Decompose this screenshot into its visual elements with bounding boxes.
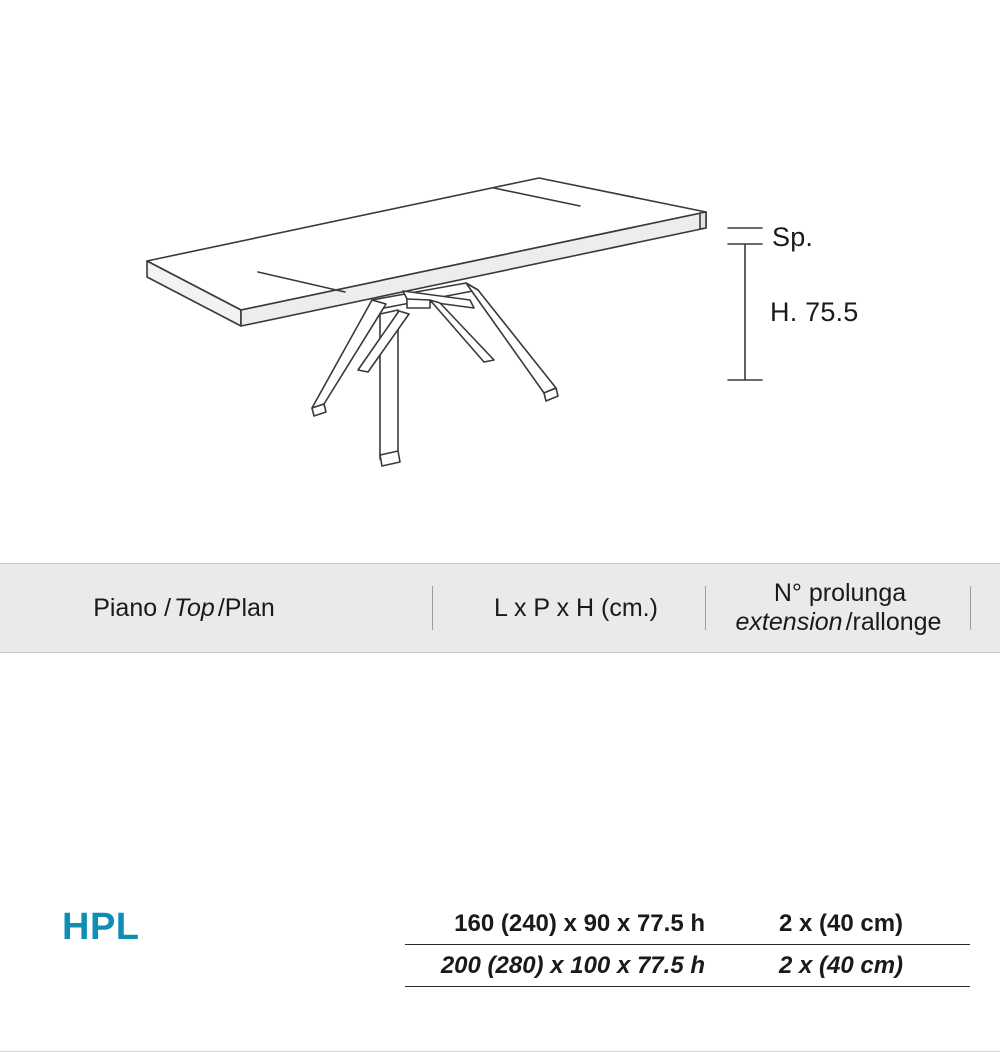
column-header-extension-fr: /rallonge [845,608,942,636]
row-extension: 2 x (40 cm) [778,910,904,937]
table-row [0,945,1000,987]
table-header-row [0,563,1000,653]
column-header-top-en: Top [174,593,215,622]
column-header-top [0,564,430,652]
table-row [0,903,1000,945]
column-header-extension [712,564,968,652]
column-header-extension-it: extension [735,608,843,636]
header-divider-3 [970,586,971,630]
row-extension: 2 x (40 cm) [778,952,904,979]
table-body [0,653,1000,983]
height-dimension-label: H. 75.5 [770,297,859,327]
header-divider-2 [705,586,706,630]
column-header-top-it: Piano / [93,593,172,622]
column-header-extension-line2 [736,608,945,637]
row-dimensions: 160 (240) x 90 x 77.5 h [454,910,705,937]
row-dimensions: 200 (280) x 100 x 77.5 h [440,952,705,979]
column-header-top-fr: /Plan [217,593,275,622]
header-divider-1 [432,586,433,630]
column-header-extension-line1: N° prolunga [773,579,907,608]
thickness-dimension-label: Sp. [772,222,814,252]
material-label-hpl: HPL [62,906,140,948]
specification-table [0,563,1000,983]
column-header-dimensions: L x P x H (cm.) [494,593,658,622]
